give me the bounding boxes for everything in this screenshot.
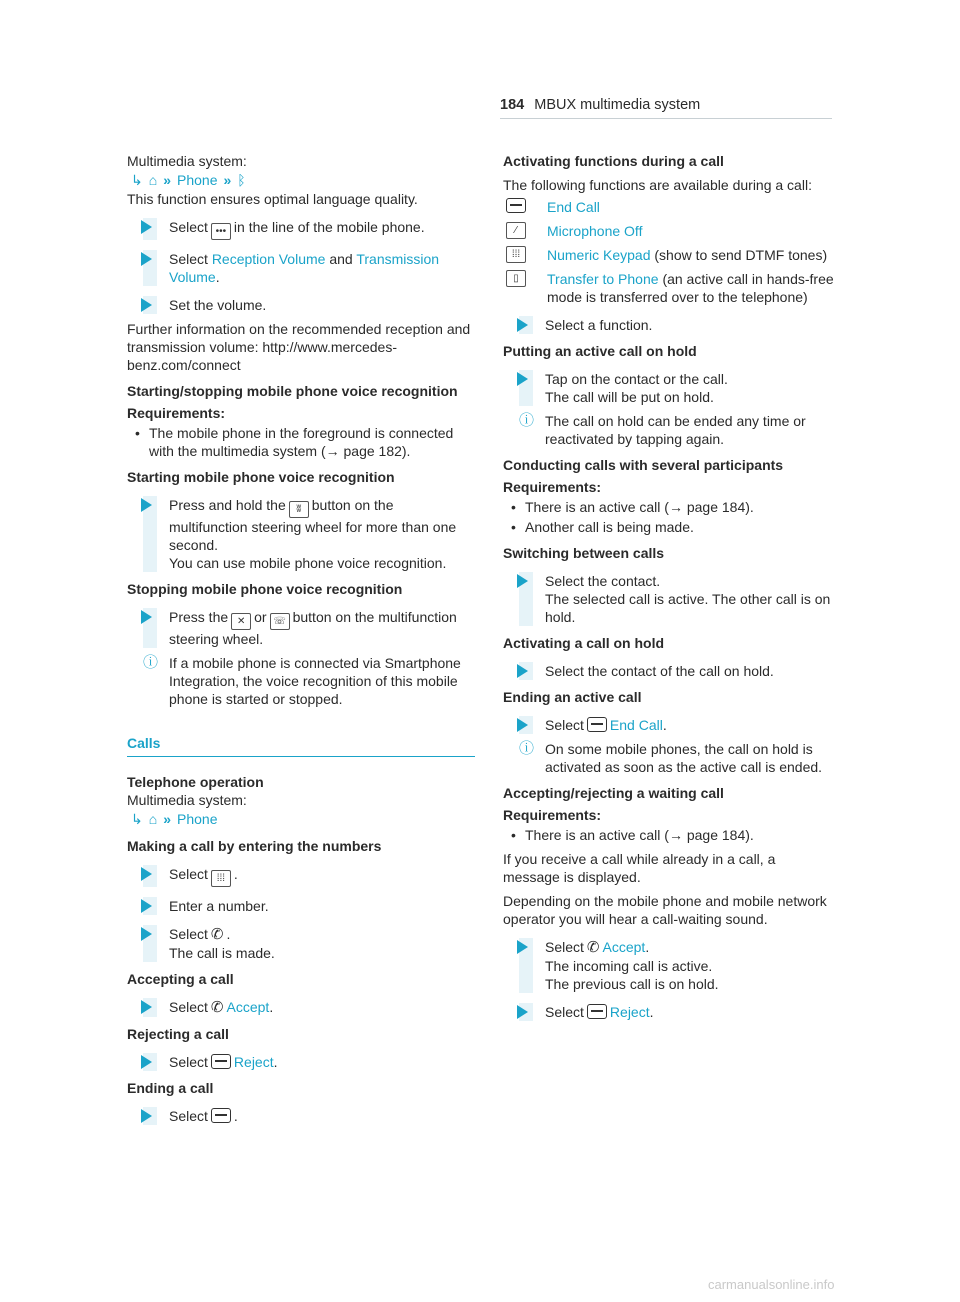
nav-phone[interactable]: Phone xyxy=(177,172,218,188)
step-text: and xyxy=(329,251,353,267)
step-text: in the line of the mobile phone. xyxy=(233,219,425,235)
step-text: Select xyxy=(545,717,584,733)
link-numeric-keypad[interactable]: Numeric Keypad xyxy=(547,247,651,263)
section-calls: Calls xyxy=(127,734,475,757)
step-arrow-icon xyxy=(141,1109,152,1123)
heading-stop-voice: Stopping mobile phone voice recognition xyxy=(127,581,403,597)
info-note xyxy=(503,740,835,776)
heading-voice-recognition: Starting/stopping mobile phone voice recognition xyxy=(127,383,458,399)
step-arrow-icon xyxy=(141,498,152,512)
function-row xyxy=(503,246,835,264)
step-text: or xyxy=(254,609,267,625)
link-reject[interactable]: Reject xyxy=(233,1054,274,1070)
further-info: Further information on the recommended reception and transmission volume: http://www.mercedes-benz.com/connect xyxy=(127,321,471,373)
step: Select Reject. xyxy=(127,1053,475,1071)
requirement-item: • There is an active call (→ page 184). xyxy=(503,498,835,516)
intro-text: This function ensures optimal language quality. xyxy=(127,191,418,207)
requirements-label: Requirements: xyxy=(503,479,602,495)
function-note: (show to send DTMF tones) xyxy=(654,247,828,263)
step-arrow-icon xyxy=(141,298,152,312)
activating-intro: The following functions are available during a call: xyxy=(503,177,812,193)
page-header xyxy=(500,96,832,119)
voice-button-icon: ʬ xyxy=(289,501,309,518)
call-icon[interactable]: ✆ xyxy=(210,999,224,1016)
step-arrow-icon xyxy=(517,372,528,386)
function-row xyxy=(503,270,835,306)
step-text: Select a function. xyxy=(545,317,653,333)
step-arrow-icon xyxy=(141,252,152,266)
step-text: Select xyxy=(169,251,208,267)
return-arrow-icon: ↳ xyxy=(131,172,143,188)
heading-accept: Accepting a call xyxy=(127,971,234,987)
step-text: Select xyxy=(169,866,208,882)
step-text: The incoming call is active. xyxy=(545,958,713,974)
watermark: carmanualsonline.info xyxy=(708,1277,835,1292)
link-reception-volume[interactable]: Reception Volume xyxy=(211,251,326,267)
requirement-item: • There is an active call (→ page 184). xyxy=(503,826,835,844)
page-title: MBUX multimedia system xyxy=(534,97,701,113)
step xyxy=(127,897,475,915)
heading-activating-hold: Activating a call on hold xyxy=(503,635,665,651)
heading-conference: Conducting calls with several participants xyxy=(503,457,784,473)
step: Select ✆ Accept. The incoming call is active. The previous call is on hold. xyxy=(503,938,835,993)
heading-ending: Ending a call xyxy=(127,1080,214,1096)
step xyxy=(503,662,835,680)
heading-ending-active: Ending an active call xyxy=(503,689,642,705)
info-icon: ⓘ xyxy=(143,654,159,671)
heading-making-call: Making a call by entering the numbers xyxy=(127,838,382,854)
link-transfer-to-phone[interactable]: Transfer to Phone xyxy=(547,271,659,287)
heading-reject: Rejecting a call xyxy=(127,1026,229,1042)
info-note xyxy=(503,412,835,448)
end-call-icon[interactable] xyxy=(211,1054,231,1069)
call-icon[interactable]: ✆ xyxy=(210,926,224,943)
step-text: Select xyxy=(169,219,208,235)
microphone-off-icon: ⁄ xyxy=(506,222,526,239)
return-arrow-icon: ↳ xyxy=(131,811,143,827)
step-text: Enter a number. xyxy=(169,898,269,914)
step-text: Select xyxy=(169,926,208,942)
step-text: Set the volume. xyxy=(169,297,267,313)
waiting-paragraph: If you receive a call while already in a call, a message is displayed. xyxy=(503,851,776,885)
heading-start-voice: Starting mobile phone voice recognition xyxy=(127,469,395,485)
step xyxy=(127,250,475,286)
requirements-label: Requirements: xyxy=(503,807,602,823)
step-arrow-icon xyxy=(517,1005,528,1019)
info-icon: ⓘ xyxy=(519,412,535,429)
info-icon: ⓘ xyxy=(519,740,535,757)
step xyxy=(127,218,475,240)
step-arrow-icon xyxy=(141,220,152,234)
step-text: Select xyxy=(169,999,208,1015)
function-note: (an active call in hands-free mode is transferred over to the telephone) xyxy=(547,271,834,305)
step-arrow-icon xyxy=(141,927,152,941)
step-arrow-icon xyxy=(517,718,528,732)
step xyxy=(127,496,475,572)
link-accept[interactable]: Accept xyxy=(226,999,270,1015)
keypad-icon: ⁞⁞⁞ xyxy=(506,246,526,263)
more-options-icon[interactable]: ••• xyxy=(211,223,231,240)
step: Select Reject. xyxy=(503,1003,835,1021)
nav-path xyxy=(127,170,475,190)
step: Select ✆ Accept. xyxy=(127,998,475,1017)
step-text: The selected call is active. The other call is on hold. xyxy=(545,591,831,625)
end-call-icon xyxy=(506,198,526,213)
step-text: Press the xyxy=(169,609,229,625)
link-accept[interactable]: Accept xyxy=(602,939,646,955)
step-text: Select the contact of the call on hold. xyxy=(545,663,774,679)
end-call-icon[interactable] xyxy=(211,1108,231,1123)
waiting-paragraph: Depending on the mobile phone and mobile network operator you will hear a call-waiting sound. xyxy=(503,893,827,927)
end-call-icon: ☏ xyxy=(270,613,290,630)
step-text: button on the multifunction steering wheel for more than one second. xyxy=(169,497,457,553)
step xyxy=(127,296,475,314)
requirements-label: Requirements: xyxy=(127,405,226,421)
chevron-right-icon: » xyxy=(223,172,232,188)
heading-switching: Switching between calls xyxy=(503,545,665,561)
step-arrow-icon xyxy=(517,664,528,678)
link-transmission-volume[interactable]: Transmission Volume xyxy=(169,251,440,285)
right-column xyxy=(503,152,835,1027)
step xyxy=(503,370,835,406)
step xyxy=(503,316,835,334)
step-text: Select xyxy=(169,1108,208,1124)
heading-telephone-operation: Telephone operation xyxy=(127,774,264,790)
function-row xyxy=(503,222,835,240)
tel-path-label: Multimedia system: xyxy=(127,792,247,808)
step: Select ✆ . The call is made. xyxy=(127,925,475,962)
step-text: button on the multifunction steering wheel. xyxy=(169,609,457,647)
requirement-item: • Another call is being made. xyxy=(503,518,835,536)
nav-path xyxy=(127,809,475,829)
step-text: You can use mobile phone voice recognition. xyxy=(169,555,447,571)
keypad-icon[interactable]: ⁞⁞⁞ xyxy=(211,870,231,887)
step-text: Select xyxy=(545,939,584,955)
requirement-item: • The mobile phone in the foreground is connected with the multimedia system (→ page 182). xyxy=(127,424,475,460)
home-icon[interactable]: ⌂ xyxy=(148,172,158,188)
heading-hold: Putting an active call on hold xyxy=(503,343,697,359)
home-icon[interactable]: ⌂ xyxy=(148,811,158,827)
step-text: Press and hold the xyxy=(169,497,286,513)
end-call-icon[interactable] xyxy=(587,717,607,732)
end-call-icon[interactable] xyxy=(587,1004,607,1019)
step: Select ⁞⁞⁞ . xyxy=(127,865,475,887)
step xyxy=(503,572,835,626)
chevron-right-icon: » xyxy=(163,811,171,827)
link-microphone-off[interactable]: Microphone Off xyxy=(547,223,643,239)
intro-path-label: Multimedia system: xyxy=(127,153,247,169)
step-text: The previous call is on hold. xyxy=(545,976,719,992)
nav-phone[interactable]: Phone xyxy=(177,811,218,827)
info-text: If a mobile phone is connected via Smartphone Integration, the voice recognition of this mobile phone is started or stopped. xyxy=(169,655,461,707)
call-icon[interactable]: ✆ xyxy=(586,939,600,956)
link-reject[interactable]: Reject xyxy=(609,1004,650,1020)
step-text: Select the contact. xyxy=(545,573,661,589)
heading-waiting-call: Accepting/rejecting a waiting call xyxy=(503,785,724,801)
step-arrow-icon xyxy=(517,318,528,332)
transfer-phone-icon: ▯ xyxy=(506,270,526,287)
step-arrow-icon xyxy=(517,940,528,954)
page-number: 184 xyxy=(500,97,525,113)
step xyxy=(127,608,475,648)
step-text: Tap on the contact or the call. xyxy=(545,371,728,387)
info-note xyxy=(127,654,475,708)
step-text: Select xyxy=(545,1004,584,1020)
step: Select End Call. xyxy=(503,716,835,734)
step-arrow-icon xyxy=(141,867,152,881)
step-arrow-icon xyxy=(517,574,528,588)
step-text: The call will be put on hold. xyxy=(545,389,714,405)
heading-activating-functions: Activating functions during a call xyxy=(503,153,724,169)
step-text: Select xyxy=(169,1054,208,1070)
link-end-call[interactable]: End Call xyxy=(609,717,663,733)
step-text: The call is made. xyxy=(169,945,275,961)
link-end-call[interactable]: End Call xyxy=(547,199,600,215)
step-text: . xyxy=(215,269,220,285)
step-arrow-icon xyxy=(141,1055,152,1069)
step-arrow-icon xyxy=(141,899,152,913)
function-row xyxy=(503,198,835,216)
left-column xyxy=(127,152,475,1131)
chevron-right-icon: » xyxy=(163,172,171,188)
info-text: On some mobile phones, the call on hold is activated as soon as the active call is ended. xyxy=(545,741,823,775)
info-text: The call on hold can be ended any time or reactivated by tapping again. xyxy=(545,413,806,447)
mute-icon: ✕ xyxy=(231,613,251,630)
step: Select . xyxy=(127,1107,475,1125)
bluetooth-icon[interactable]: ᛒ xyxy=(237,172,246,188)
step-arrow-icon xyxy=(141,1000,152,1014)
step-arrow-icon xyxy=(141,610,152,624)
